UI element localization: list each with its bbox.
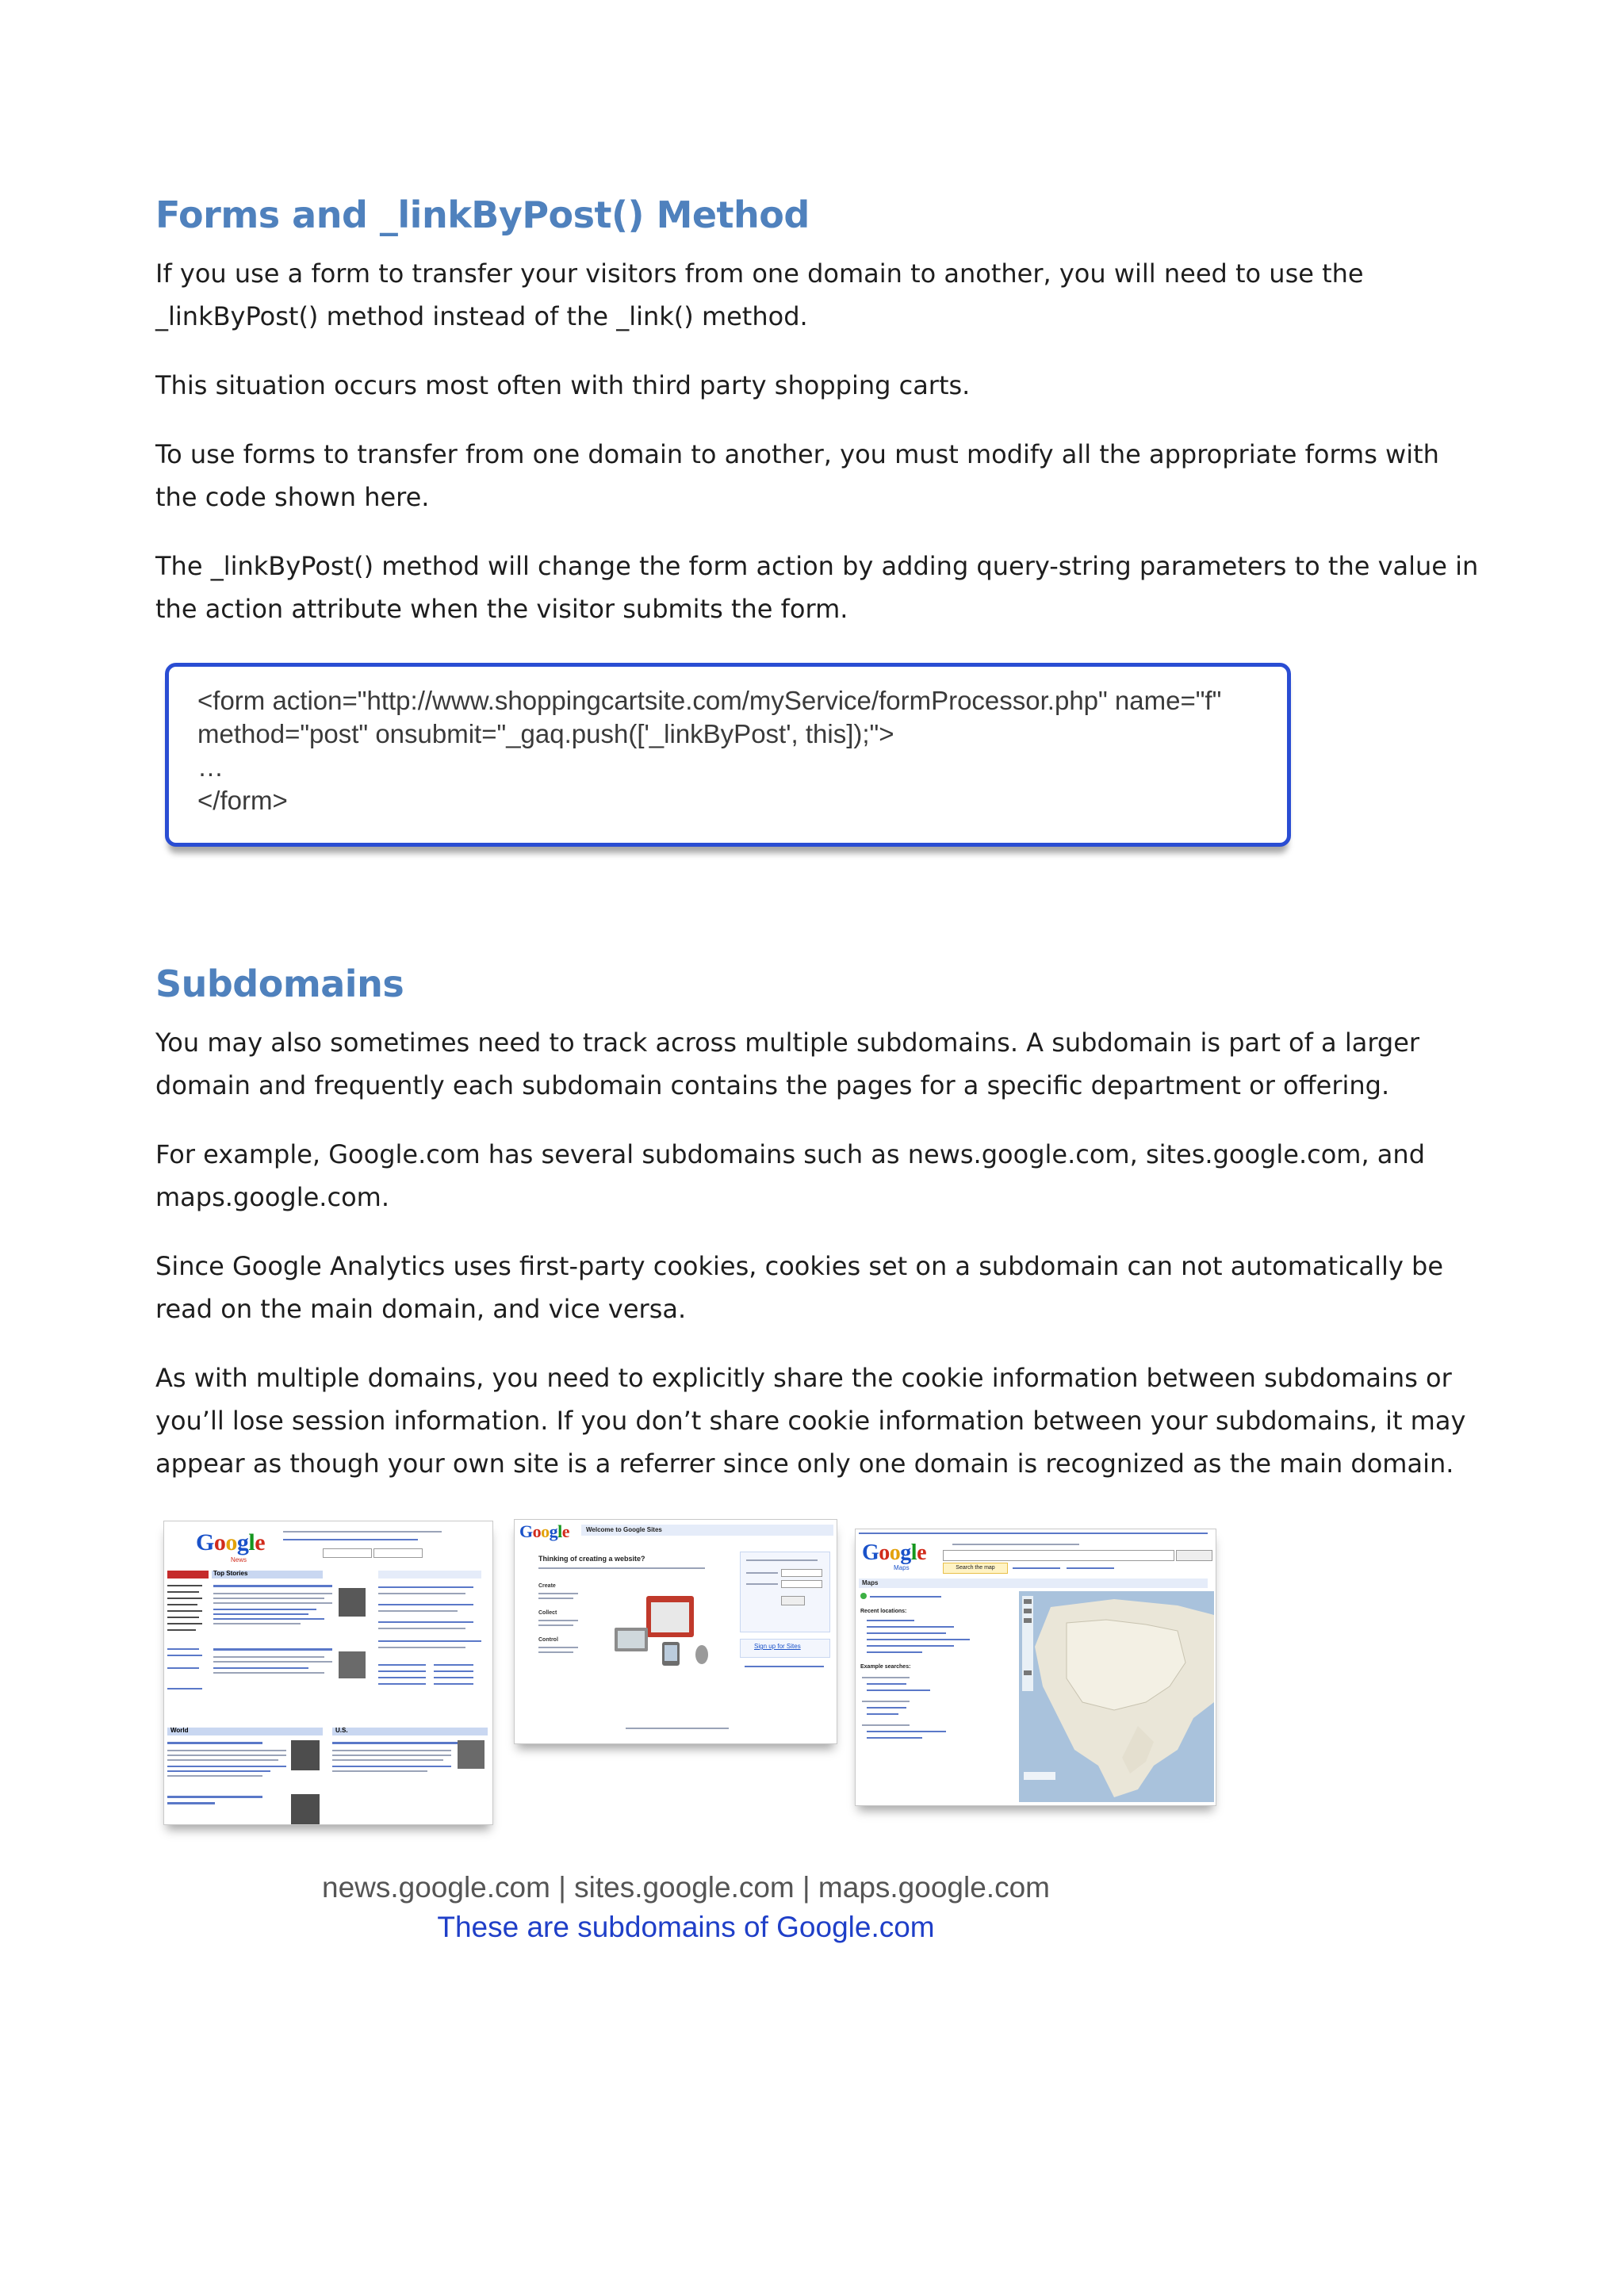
caption-subdomain-note: These are subdomains of Google.com [437, 1911, 935, 1943]
google-sites-logo: Google [519, 1521, 570, 1541]
google-maps-logo: Google [862, 1540, 926, 1565]
paragraph-forms-1: If you use a form to transfer your visitors from one domain to another, you will need to use the _linkByPost() method instead of the _link() method. [155, 258, 1364, 331]
paragraph-forms-4: The _linkByPost() method will change the form action by adding query-string parameters to the value in the action attribute when the visitor submits the form. [155, 551, 1479, 624]
code-sample-box [165, 663, 1291, 847]
heading-forms: Forms and _linkByPost() Method [155, 193, 810, 236]
maps-map-view [1019, 1591, 1214, 1802]
code-line: <form action="http://www.shoppingcartsite.com/myService/formProcessor.php" name="f" [197, 686, 1222, 715]
heading-subdomains: Subdomains [155, 962, 404, 1005]
maps-examples-label: Example searches: [860, 1664, 911, 1670]
sites-item-control: Control [538, 1637, 558, 1643]
maps-section-label: Maps [862, 1579, 879, 1586]
maps-search-button: Search the map [943, 1563, 1008, 1574]
paragraph-subdomains-4: As with multiple domains, you need to explicitly share the cookie information between subdomains or you’ll lose session information. If you don’t share cookie information between your subdomains, it may appear as though your own site is a referrer since only one domain is recognized as the main domain. [155, 1363, 1466, 1479]
code-line: … [197, 752, 224, 782]
sites-title: Welcome to Google Sites [586, 1526, 662, 1533]
sites-illustration-icon [591, 1580, 718, 1675]
paragraph-forms-2: This situation occurs most often with third party shopping carts. [155, 370, 971, 400]
paragraph-subdomains-2: For example, Google.com has several subdomains such as news.google.com, sites.google.com, and maps.google.com. [155, 1139, 1425, 1212]
caption-subdomain-list: news.google.com | sites.google.com | maps.google.com [322, 1871, 1050, 1904]
news-world-label: World [170, 1727, 189, 1734]
sites-screenshot [514, 1519, 837, 1744]
paragraph-forms-3: To use forms to transfer from one domain to another, you must modify all the appropriate forms with the code shown here. [155, 439, 1439, 512]
paragraph-subdomains-1: You may also sometimes need to track across multiple subdomains. A subdomain is part of a larger domain and frequently each subdomain contains the pages for a specific department or offering. [155, 1027, 1420, 1100]
code-line: method="post" onsubmit="_gaq.push(['_linkByPost', this]);"> [197, 719, 894, 748]
google-news-logo: Google [196, 1529, 266, 1556]
news-logo-sub: News [231, 1556, 247, 1563]
sites-signup-link: Sign up for Sites [754, 1643, 801, 1650]
maps-screenshot [855, 1529, 1216, 1806]
sites-item-create: Create [538, 1583, 556, 1589]
paragraph-subdomains-3: Since Google Analytics uses first-party cookies, cookies set on a subdomain can not automatically be read on the main domain, and vice versa. [155, 1251, 1444, 1324]
news-us-label: U.S. [335, 1727, 348, 1734]
sites-item-collect: Collect [538, 1610, 557, 1616]
news-screenshot [163, 1521, 493, 1825]
maps-logo-sub: Maps [894, 1564, 910, 1571]
news-top-stories: Top Stories [213, 1570, 248, 1577]
sites-heading: Thinking of creating a website? [538, 1555, 645, 1563]
maps-recent-label: Recent locations: [860, 1609, 907, 1614]
code-line: </form> [197, 786, 288, 815]
